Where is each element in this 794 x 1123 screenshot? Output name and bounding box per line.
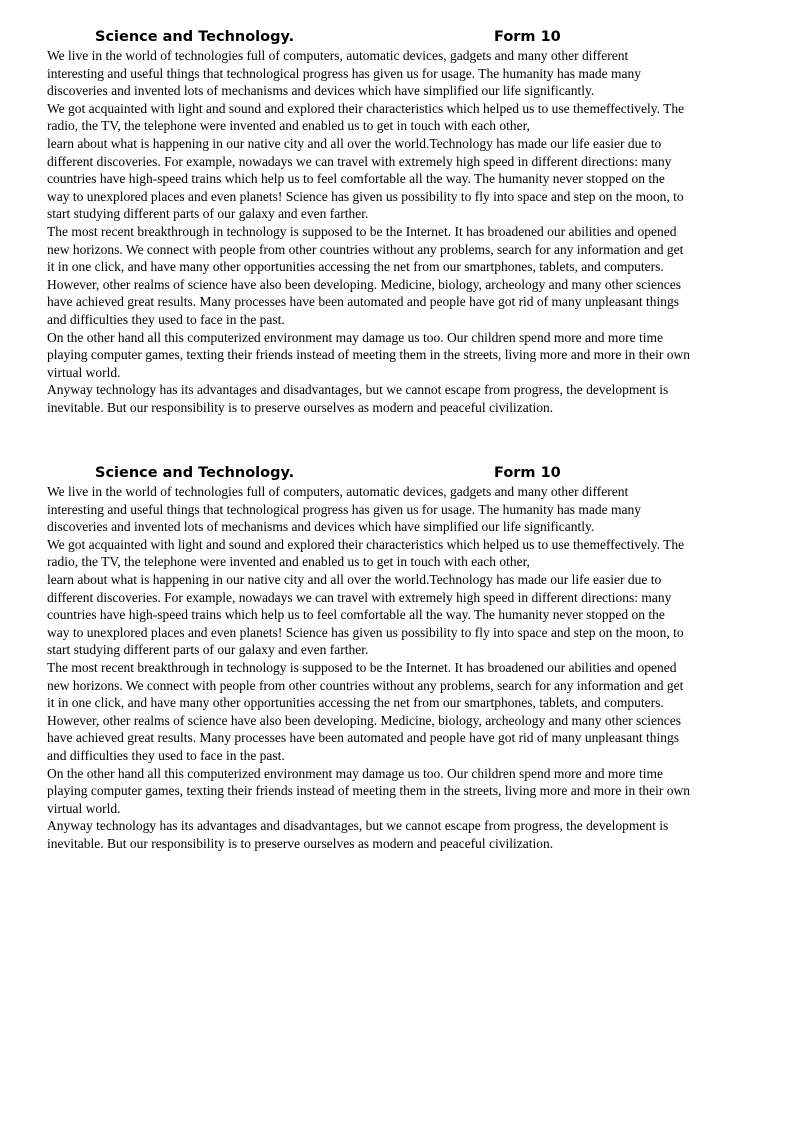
text-line: start studying different parts of our galaxy and even farther. (47, 642, 369, 658)
text-line: new horizons. We connect with people from other countries without any problems, search for any information and get (47, 241, 684, 257)
text-line: We live in the world of technologies full of computers, automatic devices, gadgets and many other different (47, 48, 629, 63)
text-line: We got acquainted with light and sound and explored their characteristics which helped us to use themeffectively. The (47, 100, 685, 116)
text-line: start studying different parts of our galaxy and even farther. (47, 206, 369, 222)
text-line: radio, the TV, the telephone were invented and enabled us to get in touch with each other, (47, 554, 530, 570)
text-line: On the other hand all this computerized environment may damage us too. Our children spend more and more time (47, 765, 663, 781)
text-line: On the other hand all this computerized environment may damage us too. Our children spend more and more time (47, 329, 663, 345)
text-line: We live in the world of technologies full of computers, automatic devices, gadgets and many other different (47, 484, 629, 499)
essay-body (47, 483, 752, 852)
text-line: different discoveries. For example, nowadays we can travel with extremely high speed in different directions: many (47, 589, 672, 605)
text-line: discoveries and invented lots of mechanisms and devices which have simplified our life significantly. (47, 83, 595, 99)
text-line: and difficulties they used to face in the past. (47, 311, 285, 327)
form-label: Form 10 (494, 465, 561, 481)
essay-heading (47, 28, 752, 46)
text-line: way to unexplored places and even planets! Science has given us possibility to fly into space and step on the moon, to (47, 624, 684, 640)
text-line: learn about what is happening in our native city and all over the world.Technology has made our life easier due to (47, 571, 662, 587)
text-line: Anyway technology has its advantages and disadvantages, but we cannot escape from progress, the development is (47, 382, 669, 398)
text-line: inevitable. But our responsibility is to preserve ourselves as modern and peaceful civilization. (47, 835, 554, 851)
essay-section-1 (47, 28, 752, 416)
text-line: Anyway technology has its advantages and disadvantages, but we cannot escape from progress, the development is (47, 818, 669, 834)
text-line: different discoveries. For example, nowadays we can travel with extremely high speed in different directions: many (47, 153, 672, 169)
text-line: playing computer games, texting their friends instead of meeting them in the streets, living more and more in their own (47, 347, 690, 363)
text-line: interesting and useful things that technological progress has given us for usage. The humanity has made many (47, 501, 641, 517)
text-line: new horizons. We connect with people from other countries without any problems, search for any information and get (47, 677, 684, 693)
text-line: countries have high-speed trains which help us to feel comfortable all the way. The humanity never stopped on the (47, 171, 665, 187)
essay-body (47, 47, 752, 416)
text-line: learn about what is happening in our native city and all over the world.Technology has made our life easier due to (47, 135, 662, 151)
text-line: countries have high-speed trains which help us to feel comfortable all the way. The humanity never stopped on the (47, 607, 665, 623)
text-line: However, other realms of science have also been developing. Medicine, biology, archeology and many other sciences (47, 712, 681, 728)
text-line: radio, the TV, the telephone were invented and enabled us to get in touch with each other, (47, 118, 530, 134)
text-line: However, other realms of science have also been developing. Medicine, biology, archeology and many other sciences (47, 276, 681, 292)
text-line: virtual world. (47, 364, 121, 380)
text-line: virtual world. (47, 800, 121, 816)
text-line: The most recent breakthrough in technology is supposed to be the Internet. It has broadened our abilities and opened (47, 223, 677, 239)
essay-title: Science and Technology. (95, 465, 295, 481)
text-line: have achieved great results. Many processes have been automated and people have got rid of many unpleasant things (47, 294, 680, 310)
text-line: inevitable. But our responsibility is to preserve ourselves as modern and peaceful civilization. (47, 399, 554, 415)
text-line: interesting and useful things that technological progress has given us for usage. The humanity has made many (47, 65, 641, 81)
form-label: Form 10 (494, 29, 561, 45)
text-line: and difficulties they used to face in the past. (47, 747, 285, 763)
text-line: We got acquainted with light and sound and explored their characteristics which helped us to use themeffectively. The (47, 536, 685, 552)
text-line: it in one click, and have many other opportunities accessing the net from our smartphones, tablets, and computers. (47, 259, 664, 275)
essay-title: Science and Technology. (95, 29, 295, 45)
text-line: it in one click, and have many other opportunities accessing the net from our smartphones, tablets, and computers. (47, 695, 664, 711)
essay-section-2 (47, 464, 752, 852)
text-line: The most recent breakthrough in technology is supposed to be the Internet. It has broadened our abilities and opened (47, 659, 677, 675)
text-line: playing computer games, texting their friends instead of meeting them in the streets, living more and more in their own (47, 783, 690, 799)
text-line: way to unexplored places and even planets! Science has given us possibility to fly into space and step on the moon, to (47, 188, 684, 204)
text-line: discoveries and invented lots of mechanisms and devices which have simplified our life significantly. (47, 519, 595, 535)
essay-heading (47, 464, 752, 482)
text-line: have achieved great results. Many processes have been automated and people have got rid of many unpleasant things (47, 730, 680, 746)
